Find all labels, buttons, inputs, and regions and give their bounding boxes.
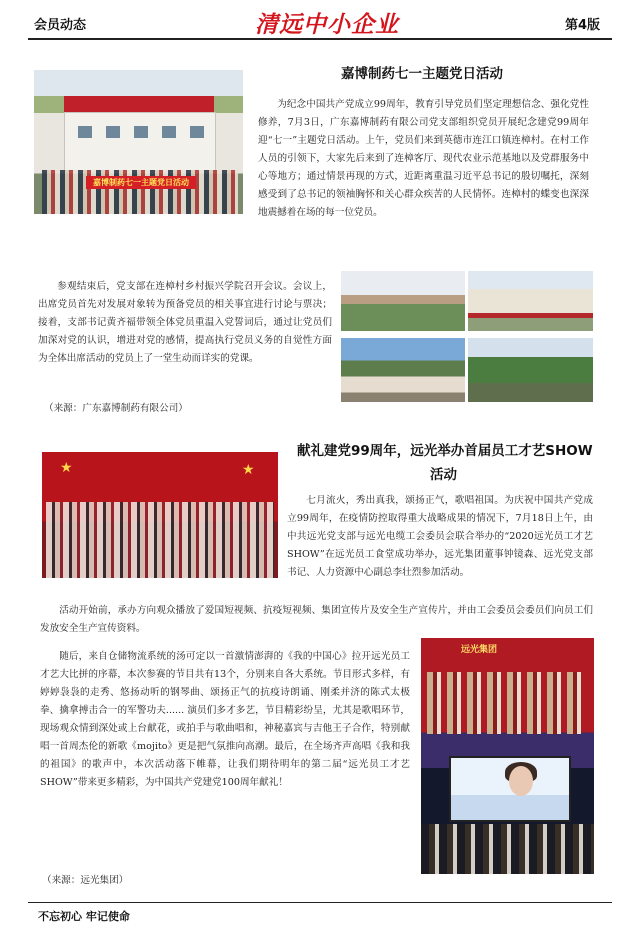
article2-title-line1: 献礼建党99周年，远光举办首届员工才艺SHOW bbox=[297, 443, 593, 459]
footer-motto: 不忘初心 牢记使命 bbox=[38, 910, 130, 923]
village-photo-2 bbox=[468, 271, 593, 331]
masthead-title: 清远中小企业 bbox=[255, 11, 399, 38]
photo-logo-text: 远光集团 bbox=[461, 645, 498, 655]
article1-para1: 为纪念中国共产党成立99周年，教育引导党员们坚定理想信念、强化党性修养，7月3日，广东嘉博制药有限公司党支部组织党员开展纪念建党99周年迎“七一”主题党日活动。上午，党员们来到英德市连江口镇连樟村。在村工作人员的引领下，大家先后来到了连樟客厅、现代农业示范基地以及党群服务中心等地方；通过情景再现的方式，近距离重温习近平总书记的殷切嘱托，深刻感受到了总书记的领袖胸怀和关心群众疾苦的人民情怀。连樟村的蝶变也深深地震撼着在场的每一位党员。 bbox=[258, 99, 589, 218]
article2-source: （来源：远光集团） bbox=[42, 875, 129, 886]
article2-para3: 随后，来自仓储物流系统的汤可定以一首激情澎湃的《我的中国心》拉开远光员工才艺大比拼的序幕，本次参赛的节目共有13个，分别来自各大系统。节目形式多样，有婷婷袅袅的走秀、悠扬动听的钢琴曲、颂扬正气的抗疫诗朗诵、刚柔并济的陈式太极拳、擒拿搏击合一的军警功夫...... 演员们多才多艺，节目精彩纷呈，尤其是歌唱环节，现场观众情到深处或上台献花，或拍手与歌曲唱和，神秘嘉宾与吉他王子合作，特别献唱一首周杰伦的新歌《mojito》更是把气氛推向高潮。最后，在全场齐声高唱《我和我的祖国》的歌声中，本次活动落下帷幕，让我们期待明年的第二届“远光员工才艺SHOW”带来更多精彩，为中国共产党建党100周年献礼！ bbox=[40, 651, 410, 788]
header-rule bbox=[28, 38, 612, 40]
article2-para1: 七月流火，秀出真我，颂扬正气，歌唱祖国。为庆祝中国共产党成立99周年，在疫情防控取得重大战略成果的情况下，7月18日上午，由中共远光党支部与远光电缆工会委员会联合举办的“2020远光员工才艺SHOW”在远光员工食堂成功举办，远光集团董事钟镜森、远光党支部书记、人力资源中心副总李壮烈参加活动。 bbox=[287, 495, 593, 578]
village-photo-3 bbox=[341, 338, 465, 402]
factory-group-photo bbox=[34, 70, 243, 214]
article1-source: （来源：广东嘉博制药有限公司） bbox=[44, 403, 188, 414]
photo-banner-text: 嘉博制药七一主题党日活动 bbox=[86, 176, 196, 189]
section-label: 会员动态 bbox=[34, 18, 87, 33]
greenhouse-photo bbox=[468, 338, 593, 402]
article2-title-line2: 活动 bbox=[430, 467, 457, 483]
talent-show-photo bbox=[421, 638, 594, 874]
stage-group-photo: ★ ★ bbox=[42, 452, 278, 578]
article2-para2: 活动开始前，承办方向观众播放了爱国短视频、抗疫短视频、集团宣传片及安全生产宣传片，并由工会委员会委员们向员工们发放安全生产宣传资料。 bbox=[40, 605, 593, 634]
footer-rule bbox=[28, 902, 612, 903]
article1-para2: 参观结束后，党支部在连樟村乡村振兴学院召开会议。会议上，出席党员首先对发展对象转为预备党员的相关事宜进行讨论与票决；接着，支部书记黄齐福带领全体党员重温入党誓词后，通过让党员们加深对党的认识，增进对党的感情，提高执行党员义务的自觉性方面为全体出席活动的党员上了一堂生动而详实的党课。 bbox=[38, 281, 332, 364]
village-photo-1 bbox=[341, 271, 465, 331]
page-number: 第4版 bbox=[565, 18, 601, 33]
article1-title: 嘉博制药七一主题党日活动 bbox=[341, 66, 503, 82]
